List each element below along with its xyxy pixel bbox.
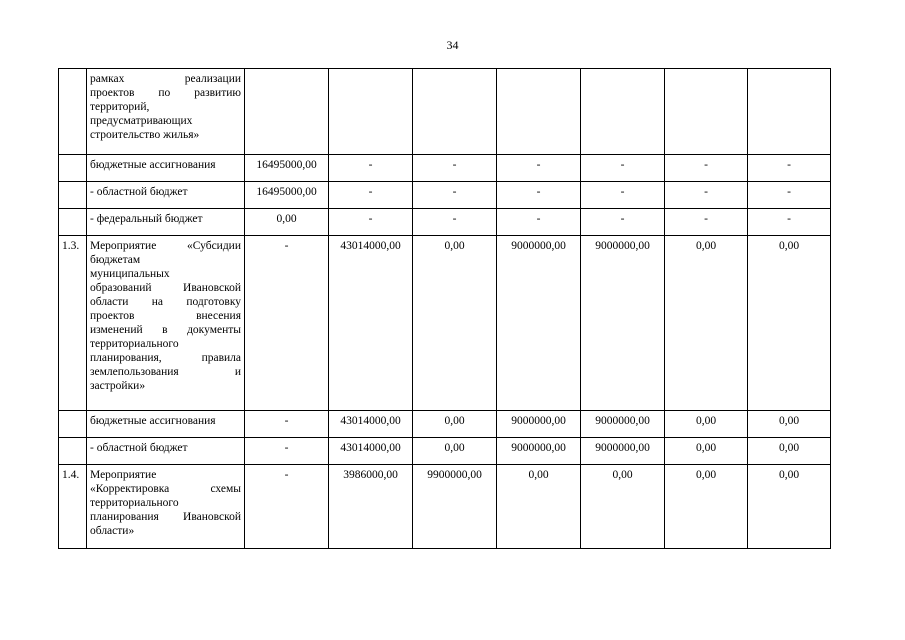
value-cell <box>413 69 497 155</box>
value-cell: - <box>413 155 497 182</box>
value-cell: 9000000,00 <box>497 438 581 465</box>
description-line: Мероприятие <box>90 469 157 481</box>
table-row <box>59 155 831 182</box>
value-cell: - <box>748 155 831 182</box>
value-cell: - <box>581 182 665 209</box>
value-cell: 9000000,00 <box>581 411 665 438</box>
description-line: территорий, <box>90 101 150 113</box>
description-line: изменений в документы <box>90 324 241 336</box>
value-cell: - <box>497 155 581 182</box>
value-cell: 43014000,00 <box>329 236 413 411</box>
row-description: бюджетные ассигнования <box>87 411 245 438</box>
value-cell: 0,00 <box>665 236 748 411</box>
value-cell: 9900000,00 <box>413 465 497 549</box>
value-cell: - <box>581 209 665 236</box>
value-cell: 16495000,00 <box>245 155 329 182</box>
value-cell: - <box>497 209 581 236</box>
value-cell: 0,00 <box>497 465 581 549</box>
value-cell: 16495000,00 <box>245 182 329 209</box>
description-line: территориального <box>90 338 179 350</box>
value-cell: 9000000,00 <box>581 236 665 411</box>
value-cell: - <box>245 438 329 465</box>
value-cell: 9000000,00 <box>581 438 665 465</box>
value-cell: 0,00 <box>748 236 831 411</box>
value-cell: 0,00 <box>665 411 748 438</box>
value-cell: - <box>245 236 329 411</box>
value-cell: - <box>497 182 581 209</box>
value-cell: - <box>329 209 413 236</box>
description-line: бюджетам <box>90 254 141 266</box>
value-cell: 3986000,00 <box>329 465 413 549</box>
value-cell: 0,00 <box>665 438 748 465</box>
value-cell: 9000000,00 <box>497 236 581 411</box>
row-description: бюджетные ассигнования <box>87 155 245 182</box>
description-line: Мероприятие «Субсидии <box>90 240 241 252</box>
value-cell <box>581 69 665 155</box>
table-row <box>59 182 831 209</box>
row-description <box>87 465 245 549</box>
value-cell <box>245 69 329 155</box>
table-row <box>59 465 831 549</box>
value-cell <box>665 69 748 155</box>
value-cell: 0,00 <box>413 438 497 465</box>
description-line: планирования, правила <box>90 352 241 364</box>
description-line: территориального <box>90 497 179 509</box>
value-cell: - <box>413 209 497 236</box>
value-cell: - <box>665 209 748 236</box>
row-description: - федеральный бюджет <box>87 209 245 236</box>
page-number: 34 <box>446 38 459 52</box>
description-line: проектов по развитию <box>90 87 241 99</box>
description-line: области на подготовку <box>90 296 241 308</box>
description-line: землепользования и <box>90 366 241 378</box>
value-cell: 9000000,00 <box>497 411 581 438</box>
value-cell: - <box>665 182 748 209</box>
value-cell: 0,00 <box>581 465 665 549</box>
value-cell: - <box>245 411 329 438</box>
row-description <box>87 236 245 411</box>
table-body <box>59 69 831 549</box>
value-cell: - <box>329 182 413 209</box>
budget-table <box>58 68 831 549</box>
row-index <box>59 209 87 236</box>
value-cell: - <box>329 155 413 182</box>
value-cell: - <box>748 209 831 236</box>
value-cell: - <box>748 182 831 209</box>
row-index <box>59 411 87 438</box>
value-cell: 0,00 <box>748 411 831 438</box>
description-line: застройки» <box>90 380 146 392</box>
value-cell: - <box>245 465 329 549</box>
value-cell: 0,00 <box>245 209 329 236</box>
description-line: муниципальных <box>90 268 170 280</box>
description-line: планирования Ивановской <box>90 511 241 523</box>
description-line: рамках реализации <box>90 73 241 85</box>
value-cell <box>497 69 581 155</box>
value-cell: 0,00 <box>665 465 748 549</box>
description-line: строительство жилья» <box>90 129 200 141</box>
value-cell: 43014000,00 <box>329 411 413 438</box>
value-cell: - <box>413 182 497 209</box>
description-line: области» <box>90 525 135 537</box>
row-description: - областной бюджет <box>87 438 245 465</box>
value-cell <box>748 69 831 155</box>
row-index <box>59 182 87 209</box>
value-cell: 43014000,00 <box>329 438 413 465</box>
description-line: «Корректировка схемы <box>90 483 241 495</box>
row-index: 1.4. <box>59 465 87 549</box>
value-cell: 0,00 <box>413 411 497 438</box>
value-cell: - <box>581 155 665 182</box>
value-cell: - <box>665 155 748 182</box>
description-line: проектов внесения <box>90 310 241 322</box>
value-cell: 0,00 <box>748 438 831 465</box>
row-description: - областной бюджет <box>87 182 245 209</box>
row-index <box>59 155 87 182</box>
value-cell: 0,00 <box>748 465 831 549</box>
table-row <box>59 411 831 438</box>
row-description <box>87 69 245 155</box>
row-index: 1.3. <box>59 236 87 411</box>
table-row <box>59 236 831 411</box>
table-row <box>59 438 831 465</box>
value-cell <box>329 69 413 155</box>
row-index <box>59 69 87 155</box>
description-line: образований Ивановской <box>90 282 241 294</box>
value-cell: 0,00 <box>413 236 497 411</box>
table-row <box>59 209 831 236</box>
table-row <box>59 69 831 155</box>
row-index <box>59 438 87 465</box>
description-line: предусматривающих <box>90 115 193 127</box>
